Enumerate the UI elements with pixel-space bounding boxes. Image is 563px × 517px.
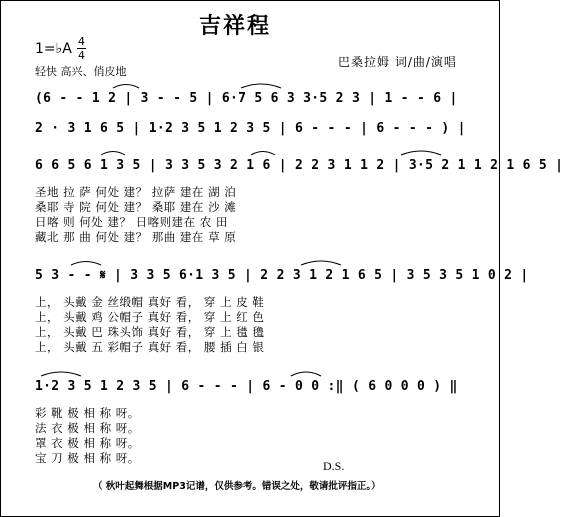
time-signature	[77, 36, 86, 61]
lyric-line: 日喀 则 何处 建？ 日喀则建在 农 田	[35, 215, 228, 229]
lyric-line: 藏北 那 曲 何处 建？ 那曲 建在 草 原	[35, 230, 237, 244]
notation-line-5: 1·2 3 5 1 2 3 5 | 6 - - - | 6 - 0 0 :‖ ( 6 0 0 0 ) ‖	[35, 379, 458, 394]
notation-line-1: (6 - - 1 2 | 3 - - 5 | 6·7 5 6 3 3·5 2 3 | 1 - - 6 |	[35, 91, 458, 106]
song-title: 吉祥程	[199, 14, 272, 39]
lyric-line: 宝 刀 极 相 称 呀。	[35, 451, 140, 465]
credits: 巴桑拉姆 词/曲/演唱	[338, 55, 457, 69]
notation-line-3: 6 6 5 6 1 3 5 | 3 3 5 3 2 1 6 | 2 2 3 1 1 2 | 3·5 2 1 1 2 1 6 5 |	[35, 158, 563, 173]
lyric-line: 罩 衣 极 相 称 呀。	[35, 436, 140, 450]
slur-mark	[401, 151, 441, 155]
lyric-line: 彩 靴 极 相 称 呀。	[35, 406, 140, 420]
lyric-line: 圣地 拉 萨 何处 建？ 拉萨 建在 湖 泊	[35, 185, 237, 199]
slur-mark	[101, 152, 125, 156]
notation-line-2: 2 · 3 1 6 5 | 1·2 3 5 1 2 3 5 | 6 - - - | 6 - - - ) |	[35, 121, 466, 136]
slur-mark	[71, 262, 101, 266]
slur-mark	[113, 85, 139, 89]
lyric-line: 上， 头戴 巴 珠头饰 真好 看， 穿 上 氆 氇	[35, 325, 265, 339]
time-signature-bottom: 4	[78, 49, 85, 62]
slur-mark	[241, 84, 281, 88]
lyric-line: 桑耶 寺 院 何处 建？ 桑耶 建在 沙 滩	[35, 200, 237, 214]
lyric-line: 上， 头戴 鸡 公帽子 真好 看， 穿 上 红 色	[35, 310, 265, 324]
lyric-line: 上， 头戴 金 丝缎帽 真好 看， 穿 上 皮 鞋	[35, 295, 265, 309]
slur-mark	[291, 372, 321, 376]
slur-mark	[251, 152, 275, 156]
key-signature: 1=♭A	[35, 41, 72, 57]
lyric-line: 上， 头戴 五 彩帽子 真好 看， 腰 插 白 银	[35, 340, 265, 354]
slur-mark	[41, 372, 81, 376]
time-signature-top: 4	[78, 35, 85, 48]
tempo-marking: 轻快 高兴、俏皮地	[35, 65, 127, 78]
lyric-line: 法 衣 极 相 称 呀。	[35, 421, 140, 435]
notation-line-4: 5 3 - - 𝄋 | 3 3 5 6·1 3 5 | 2 2 3 1 2 1 6 5 | 3 5 3 5 1 0 2 |	[35, 268, 529, 283]
dal-segno-mark: D.S.	[323, 459, 345, 473]
transcription-note: （ 秋叶起舞根据MP3记谱，仅供参考。错误之处，敬请批评指正。）	[93, 481, 381, 492]
slur-mark	[301, 261, 341, 265]
